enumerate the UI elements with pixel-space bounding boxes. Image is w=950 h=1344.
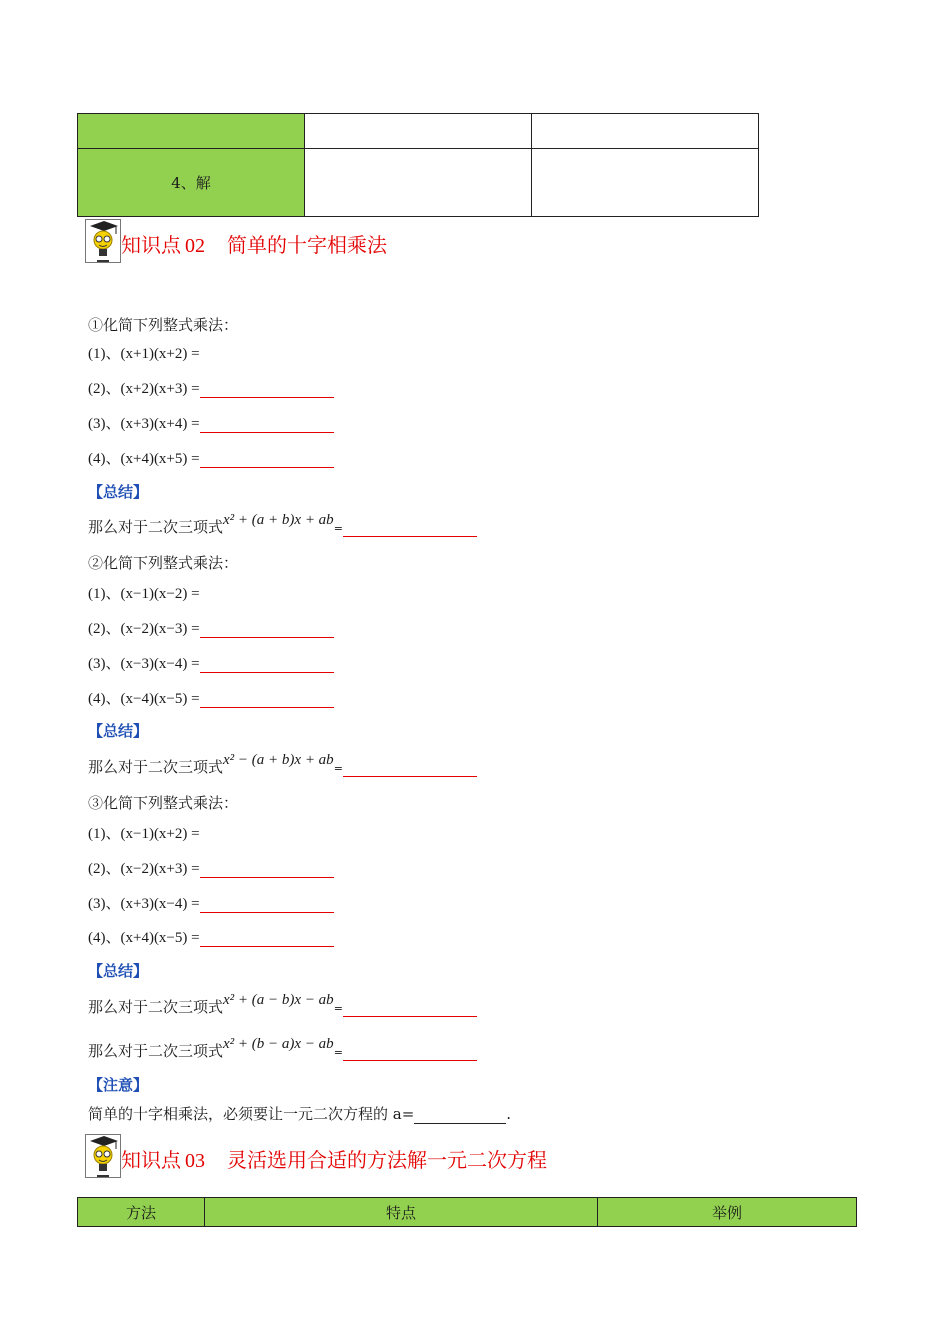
equation-item: (3)、(x+3)(x−4) = [88,892,334,913]
table-cell [532,114,759,149]
summary-line: 那么对于二次三项式x² + (a − b)x − ab= [88,996,477,1017]
section-number: 03 [185,1150,205,1172]
summary-line: 那么对于二次三项式x² + (a + b)x + ab= [88,516,477,537]
summary-line: 那么对于二次三项式x² − (a + b)x + ab= [88,756,477,777]
section-title: 灵活选用合适的方法解一元二次方程 [227,1148,547,1172]
equation-item: (1)、(x−1)(x−2) = [88,586,200,602]
table-cell [305,114,532,149]
equation-item: (2)、(x−2)(x−3) = [88,617,334,638]
scholar-mascot-icon [85,219,121,263]
summary-label: 【总结】 [88,962,149,980]
section-number: 02 [185,235,205,257]
table-cell [305,149,532,217]
scholar-mascot-icon [85,1134,121,1178]
methods-table [77,1197,857,1227]
part-intro: ③化简下列整式乘法： [88,794,239,812]
table-cell-label: 4、解 [78,149,305,217]
section-label: 知识点 [121,233,181,257]
equation-item: (3)、(x+3)(x+4) = [88,412,334,433]
note-label: 【注意】 [88,1076,149,1094]
table-cell [532,149,759,217]
summary-table [77,113,759,217]
note-line: 简单的十字相乘法，必须要让一元二次方程的 a= . [88,1105,512,1123]
equation-item: (1)、(x−1)(x+2) = [88,826,200,842]
table-header-cell: 举例 [598,1198,857,1227]
summary-line: 那么对于二次三项式x² + (b − a)x − ab= [88,1040,477,1061]
summary-label: 【总结】 [88,722,149,740]
part-intro: ①化简下列整式乘法： [88,316,239,334]
section-label: 知识点 [121,1148,181,1172]
summary-label: 【总结】 [88,483,149,501]
equation-item: (2)、(x+2)(x+3) = [88,377,334,398]
table-cell [78,114,305,149]
section-title: 简单的十字相乘法 [227,233,387,257]
equation-item: (4)、(x+4)(x−5) = [88,926,334,947]
equation-item: (1)、(x+1)(x+2) = [88,346,200,362]
equation-item: (4)、(x−4)(x−5) = [88,687,334,708]
part-intro: ②化简下列整式乘法： [88,554,239,572]
equation-item: (3)、(x−3)(x−4) = [88,652,334,673]
table-header-cell: 方法 [78,1198,205,1227]
equation-item: (2)、(x−2)(x+3) = [88,857,334,878]
equation-item: (4)、(x+4)(x+5) = [88,447,334,468]
table-header-cell: 特点 [205,1198,598,1227]
